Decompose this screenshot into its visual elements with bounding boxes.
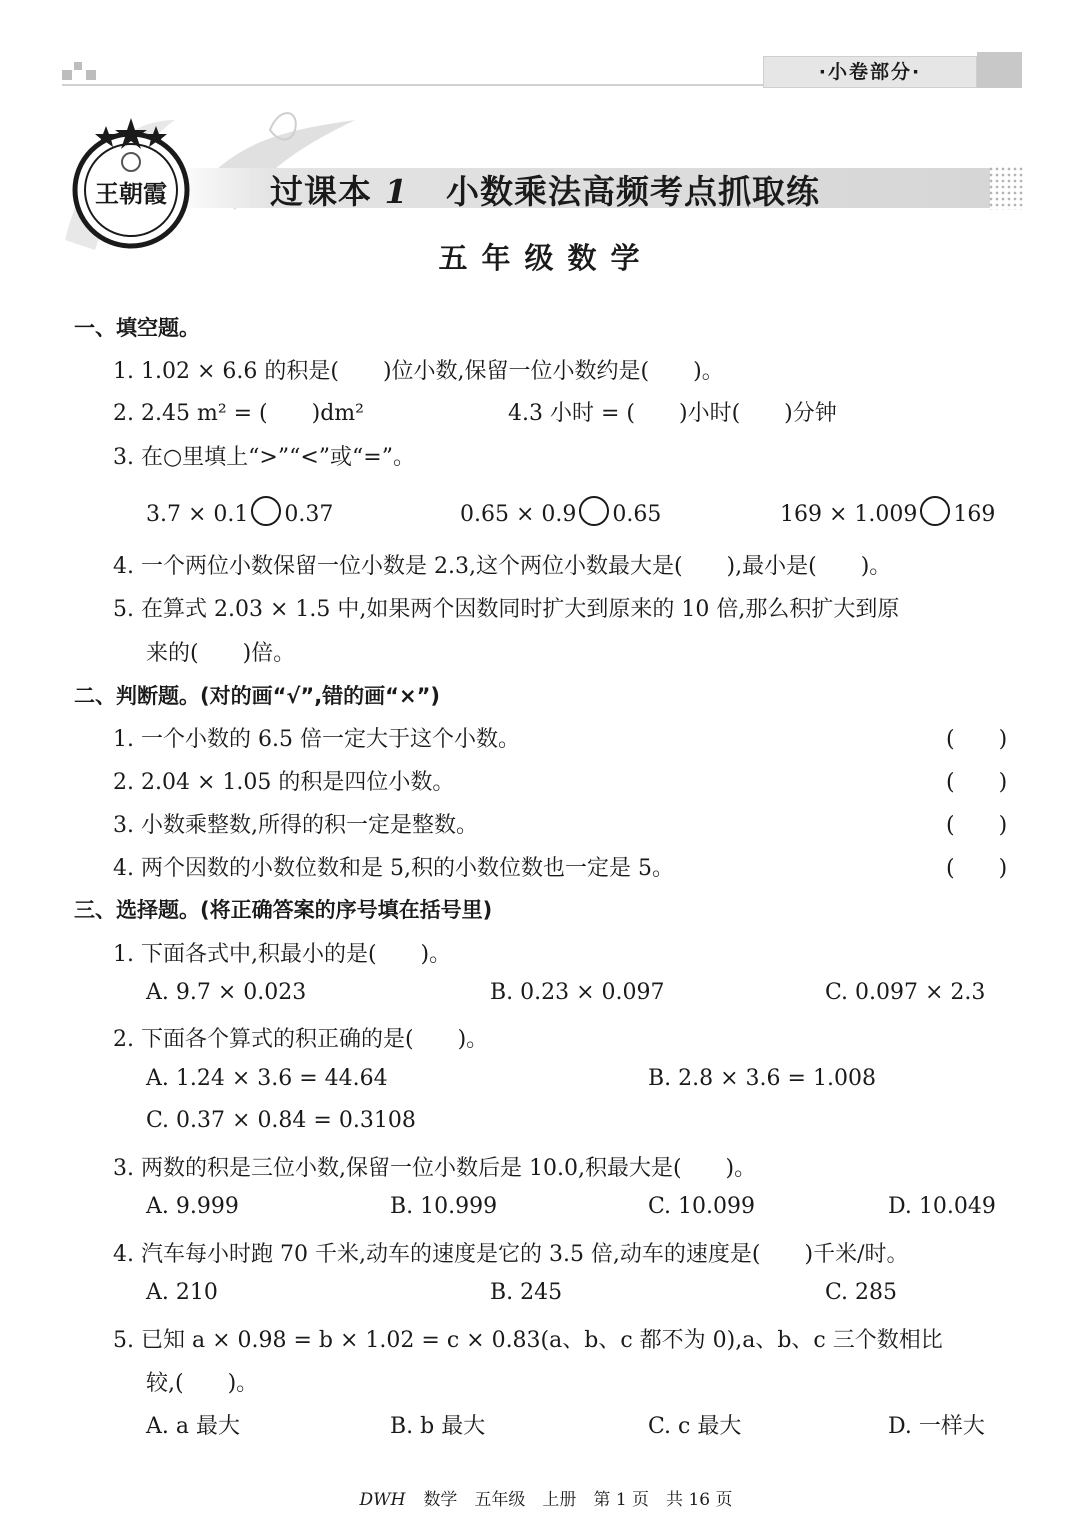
s3-q3-option-a: A. 9.999 <box>146 1194 239 1219</box>
s1-question-3: 3. 在○里填上“>”“<”或“=”。 <box>113 445 415 470</box>
compare-circle[interactable] <box>579 496 609 526</box>
s1-question-2b: 4.3 小时 = ( )小时( )分钟 <box>508 401 837 426</box>
compare-right: 169 <box>953 502 996 527</box>
answer-paren[interactable]: ( ) <box>946 856 1008 881</box>
section-3-heading: 三、选择题。(将正确答案的序号填在括号里) <box>74 898 493 922</box>
s3-question-5a: 5. 已知 a × 0.98 = b × 1.02 = c × 0.83(a、b、c 都不为 0),a、b、c 三个数相比 <box>113 1328 943 1353</box>
answer-paren[interactable]: ( ) <box>946 770 1008 795</box>
page-subtitle: 五年级数学 <box>438 241 654 275</box>
s3-q2-option-b: B. 2.8 × 3.6 = 1.008 <box>648 1066 876 1091</box>
answer-paren[interactable]: ( ) <box>946 813 1008 838</box>
s1-question-5b: 来的( )倍。 <box>146 641 296 666</box>
s2-item-4: 4. 两个因数的小数位数和是 5,积的小数位数也一定是 5。 <box>113 856 674 881</box>
s1-question-1: 1. 1.02 × 6.6 的积是( )位小数,保留一位小数约是( )。 <box>113 359 724 384</box>
s3-q3-option-c: C. 10.099 <box>648 1194 756 1219</box>
s3-question-4: 4. 汽车每小时跑 70 千米,动车的速度是它的 3.5 倍,动车的速度是( )千米/时。 <box>113 1242 909 1267</box>
section-1-heading: 一、填空题。 <box>74 316 200 340</box>
footer-text: 数学 五年级 上册 第 1 页 共 16 页 <box>423 1490 733 1510</box>
compare-item-1 <box>146 496 333 527</box>
title-main: 小数乘法高频考点抓取练 <box>445 172 820 211</box>
s2-item-3: 3. 小数乘整数,所得的积一定是整数。 <box>113 813 478 838</box>
footer-code: DWH <box>359 1490 406 1510</box>
s3-q1-option-c: C. 0.097 × 2.3 <box>825 980 986 1005</box>
section-tag: ·小卷部分· <box>763 56 977 88</box>
s3-q4-option-c: C. 285 <box>825 1280 898 1305</box>
s2-item-2: 2. 2.04 × 1.05 的积是四位小数。 <box>113 770 455 795</box>
compare-right: 0.65 <box>612 502 662 527</box>
s3-q1-option-b: B. 0.23 × 0.097 <box>490 980 665 1005</box>
s3-q3-option-d: D. 10.049 <box>888 1194 996 1219</box>
compare-left: 3.7 × 0.1 <box>146 502 249 527</box>
s3-q5-option-c: C. c 最大 <box>648 1414 742 1439</box>
tag-tail-decoration <box>977 52 1022 88</box>
s1-question-2a: 2. 2.45 m² = ( )dm² <box>113 401 364 426</box>
answer-paren[interactable]: ( ) <box>946 727 1008 752</box>
compare-circle[interactable] <box>920 496 950 526</box>
compare-item-2 <box>460 496 661 527</box>
compare-left: 0.65 × 0.9 <box>460 502 577 527</box>
s3-q2-option-a: A. 1.24 × 3.6 = 44.64 <box>146 1066 388 1091</box>
section-2-heading: 二、判断题。(对的画“√”,错的画“×”) <box>74 684 440 708</box>
title-prefix: 过课本 <box>270 172 372 211</box>
s3-q5-option-b: B. b 最大 <box>390 1414 486 1439</box>
corner-decoration <box>62 62 102 82</box>
s3-q5-option-d: D. 一样大 <box>888 1414 985 1439</box>
s1-question-5a: 5. 在算式 2.03 × 1.5 中,如果两个因数同时扩大到原来的 10 倍,那么积扩大到原 <box>113 597 900 622</box>
s3-question-1: 1. 下面各式中,积最小的是( )。 <box>113 942 452 967</box>
s3-question-5b: 较,( )。 <box>146 1371 259 1396</box>
logo-seal-icon <box>56 110 206 250</box>
s3-q4-option-b: B. 245 <box>490 1280 563 1305</box>
logo-text: 王朝霞 <box>95 179 167 208</box>
s1-question-4: 4. 一个两位小数保留一位小数是 2.3,这个两位小数最大是( ),最小是( )。 <box>113 554 892 579</box>
compare-circle[interactable] <box>251 496 281 526</box>
compare-left: 169 × 1.009 <box>780 502 918 527</box>
title-number: 1 <box>384 172 409 211</box>
s3-question-2: 2. 下面各个算式的积正确的是( )。 <box>113 1027 489 1052</box>
s2-item-1: 1. 一个小数的 6.5 倍一定大于这个小数。 <box>113 727 520 752</box>
s3-q5-option-a: A. a 最大 <box>146 1414 240 1439</box>
title-band-dots <box>988 166 1024 210</box>
page-footer <box>0 1485 1092 1510</box>
compare-item-3 <box>780 496 995 527</box>
s3-q4-option-a: A. 210 <box>146 1280 218 1305</box>
s3-q1-option-a: A. 9.7 × 0.023 <box>146 980 307 1005</box>
s3-question-3: 3. 两数的积是三位小数,保留一位小数后是 10.0,积最大是( )。 <box>113 1156 757 1181</box>
page-title <box>270 166 820 213</box>
s3-q2-option-c: C. 0.37 × 0.84 = 0.3108 <box>146 1108 416 1133</box>
compare-right: 0.37 <box>284 502 334 527</box>
s3-q3-option-b: B. 10.999 <box>390 1194 498 1219</box>
